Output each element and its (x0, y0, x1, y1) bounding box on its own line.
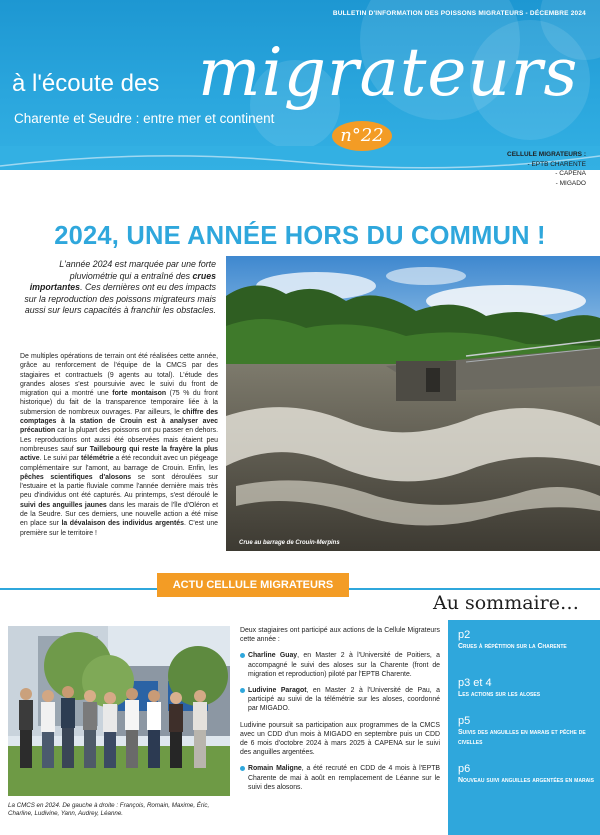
sommaire-title: Au sommaire… (433, 592, 579, 614)
cellule-heading: CELLULE MIGRATEURS : (507, 151, 586, 158)
sommaire-item[interactable]: p6 Nouveau suivi anguilles argentées en marais (458, 763, 594, 784)
photo-caption: Crue au barrage de Crouin-Merpins (239, 540, 340, 546)
cellule-members (507, 150, 586, 188)
actu-bullet: Ludivine Paragot, en Master 2 à l'Université de Pau, a participé au suivi de la télémétrie sur les aloses, coordonné par MIGADO. (240, 686, 440, 714)
team-caption: La CMCS en 2024. De gauche à droite : François, Romain, Maxime, Éric, Charline, Ludivine, Yann, Audrey, Léanne. (8, 802, 210, 818)
main-article-text: De multiples opérations de terrain ont été réalisées cette année, grâce au renforcement de l'équipe de la CMCS par des stagiaires et contractuels (9 agents au total). L'étude des grandes aloses s'est poursuivie avec le suivi du front de migration qui a montré une forte montaison (75 % du front historique) du fait de la transparence temporaire liée à la submersion de nombreux ouvrages. Par ailleurs, le chiffre des comptages à la station de Crouin est à analyser avec précaution car la plupart des poissons ont pu passer en dehors. Les reproductions ont aussi été observées mais étaient peu nombreuses sauf sur Taillebourg qui reste la frayère la plus active. Le suivi par télémétrie a été reconduit avec un piégeage complémentaire sur l'amont, au barrage de Crouin. Enfin, les pêches scientifiques d'alosons se sont déroulées sur l'estuaire et la partie fluviale comme l'année dernière mais très peu d'individus ont été capturés. Au printemps, s'est déroulé le suivi des anguilles jaunes dans les marais de l'île d'Oléron et de la Seudre. Sur ces derniers, une nouvelle action a été mise en place sur la dévalaison des individus argentés. C'est une première sur le territoire ! (20, 353, 218, 537)
intro-paragraph: L'année 2024 est marquée par une forte pluviométrie qui a entraîné des crues importantes. Ces dernières ont eu des impacts sur la reproduction des poissons migrateurs mais aussi sur leurs capacités à franchir les obstacles. (24, 259, 216, 316)
masthead (0, 0, 600, 170)
sommaire-item[interactable]: p3 et 4 Les actions sur les aloses (458, 677, 541, 698)
sommaire-box (448, 620, 600, 835)
subtitle: Charente et Seudre : entre mer et continent (14, 111, 275, 126)
dam-flood-photo (226, 256, 600, 551)
title-prefix: à l'écoute des (12, 70, 160, 97)
actu-paragraph: Ludivine poursuit sa participation aux programmes de la CMCS avec un CDD d'un mois à MIGADO en septembre puis un CDD de 6 mois d'octobre 2024 à mars 2025 à CAPENA sur le suivi des anguilles argentées. (240, 721, 440, 757)
actu-article (240, 626, 440, 799)
cellule-member: - CAPENA (555, 170, 586, 177)
sommaire-item[interactable]: p2 Crues à répétition sur la Charente (458, 629, 567, 650)
sommaire-item[interactable]: p5 Suivis des anguilles en marais et pêche de civelles (458, 715, 586, 746)
title-main: migrateurs (198, 34, 579, 111)
issue-number-badge: n°22 (332, 121, 392, 151)
cellule-member: - MIGADO (555, 179, 586, 187)
team-photo (8, 626, 230, 796)
headline: 2024, UNE ANNÉE HORS DU COMMUN ! (54, 222, 546, 250)
actu-banner: ACTU CELLULE MIGRATEURS (157, 573, 349, 597)
cellule-member: - EPTB CHARENTE (527, 160, 586, 168)
actu-bullet: Charline Guay, en Master 2 à l'Université de Poitiers, a accompagné le suivi des aloses sur la Charente (front de migration et reproduction) piloté par l'EPTB Charente. (240, 651, 440, 679)
actu-intro: Deux stagiaires ont participé aux actions de la Cellule Migrateurs cette année : (240, 627, 440, 644)
bulletin-label: BULLETIN D'INFORMATION DES POISSONS MIGRATEURS - DÉCEMBRE 2024 (332, 10, 586, 17)
actu-bullet: Romain Maligne, a été recruté en CDD de 4 mois à l'EPTB Charente de mai à août en remplacement de Léanne sur le suivi des alosons. (240, 764, 440, 792)
